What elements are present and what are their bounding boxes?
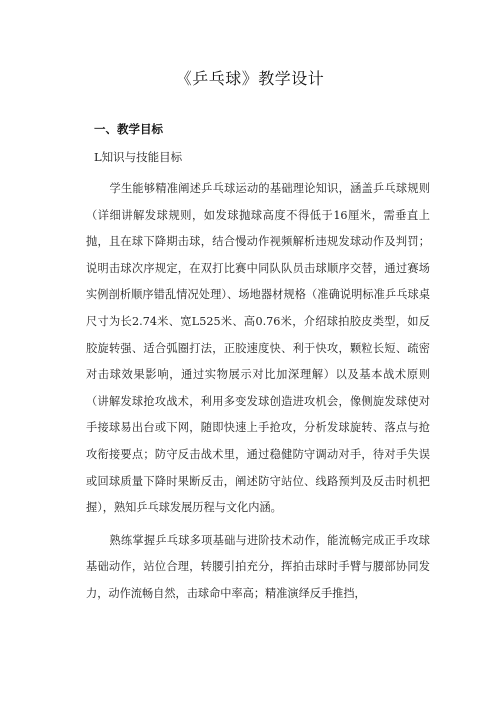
document-title: 《乒乓球》教学设计 (175, 69, 325, 88)
paragraph-theory-knowledge: 学生能够精准阐述乒乓球运动的基础理论知识，涵盖乒乓球规则（详细讲解发球规则，如发球抛球高度不得低于16厘米，需垂直上抛，且在球下降期击球，结合慢动作视频解析违规发球动作及判罚；说明击球次序规定，在双打比赛中同队队员击球顺序交替，通过赛场实例剖析顺序错乱情况处理）、场地器材规格（准确说明标准乒乓球桌尺寸为长2.74米、宽L525米、高0.76米，介绍球拍胶皮类型，如反胶旋转强、适合弧圈打法，正胶速度快、利于快攻，颗粒长短、疏密对击球效果影响，通过实物展示对比加深理解）以及基本战术原则（讲解发球抢攻战术，利用多变发球创造进攻机会，像侧旋发球使对手接球易出台或下网，随即快速上手抢攻，分析发球旋转、落点与抢攻衔接要点；防守反击战术里，通过稳健防守调动对手，待对手失误或回球质量下降时果断反击，阐述防守站位、线路预判及反击时机把握），熟知乒乓球发展历程与文化内涵。 (86, 182, 430, 515)
subsection-heading-knowledge-skills: L知识与技能目标 (94, 150, 183, 164)
section-heading-teaching-goals: 一、教学目标 (94, 122, 163, 136)
paragraph-technique-mastery: 熟练掌握乒乓球多项基础与进阶技术动作，能流畅完成正手攻球基础动作，站位合理，转腰引拍充分，挥拍击球时手臂与腰部协同发力，动作流畅自然，击球命中率高；精准演绎反手推挡， (86, 533, 430, 600)
document-body (86, 120, 430, 614)
